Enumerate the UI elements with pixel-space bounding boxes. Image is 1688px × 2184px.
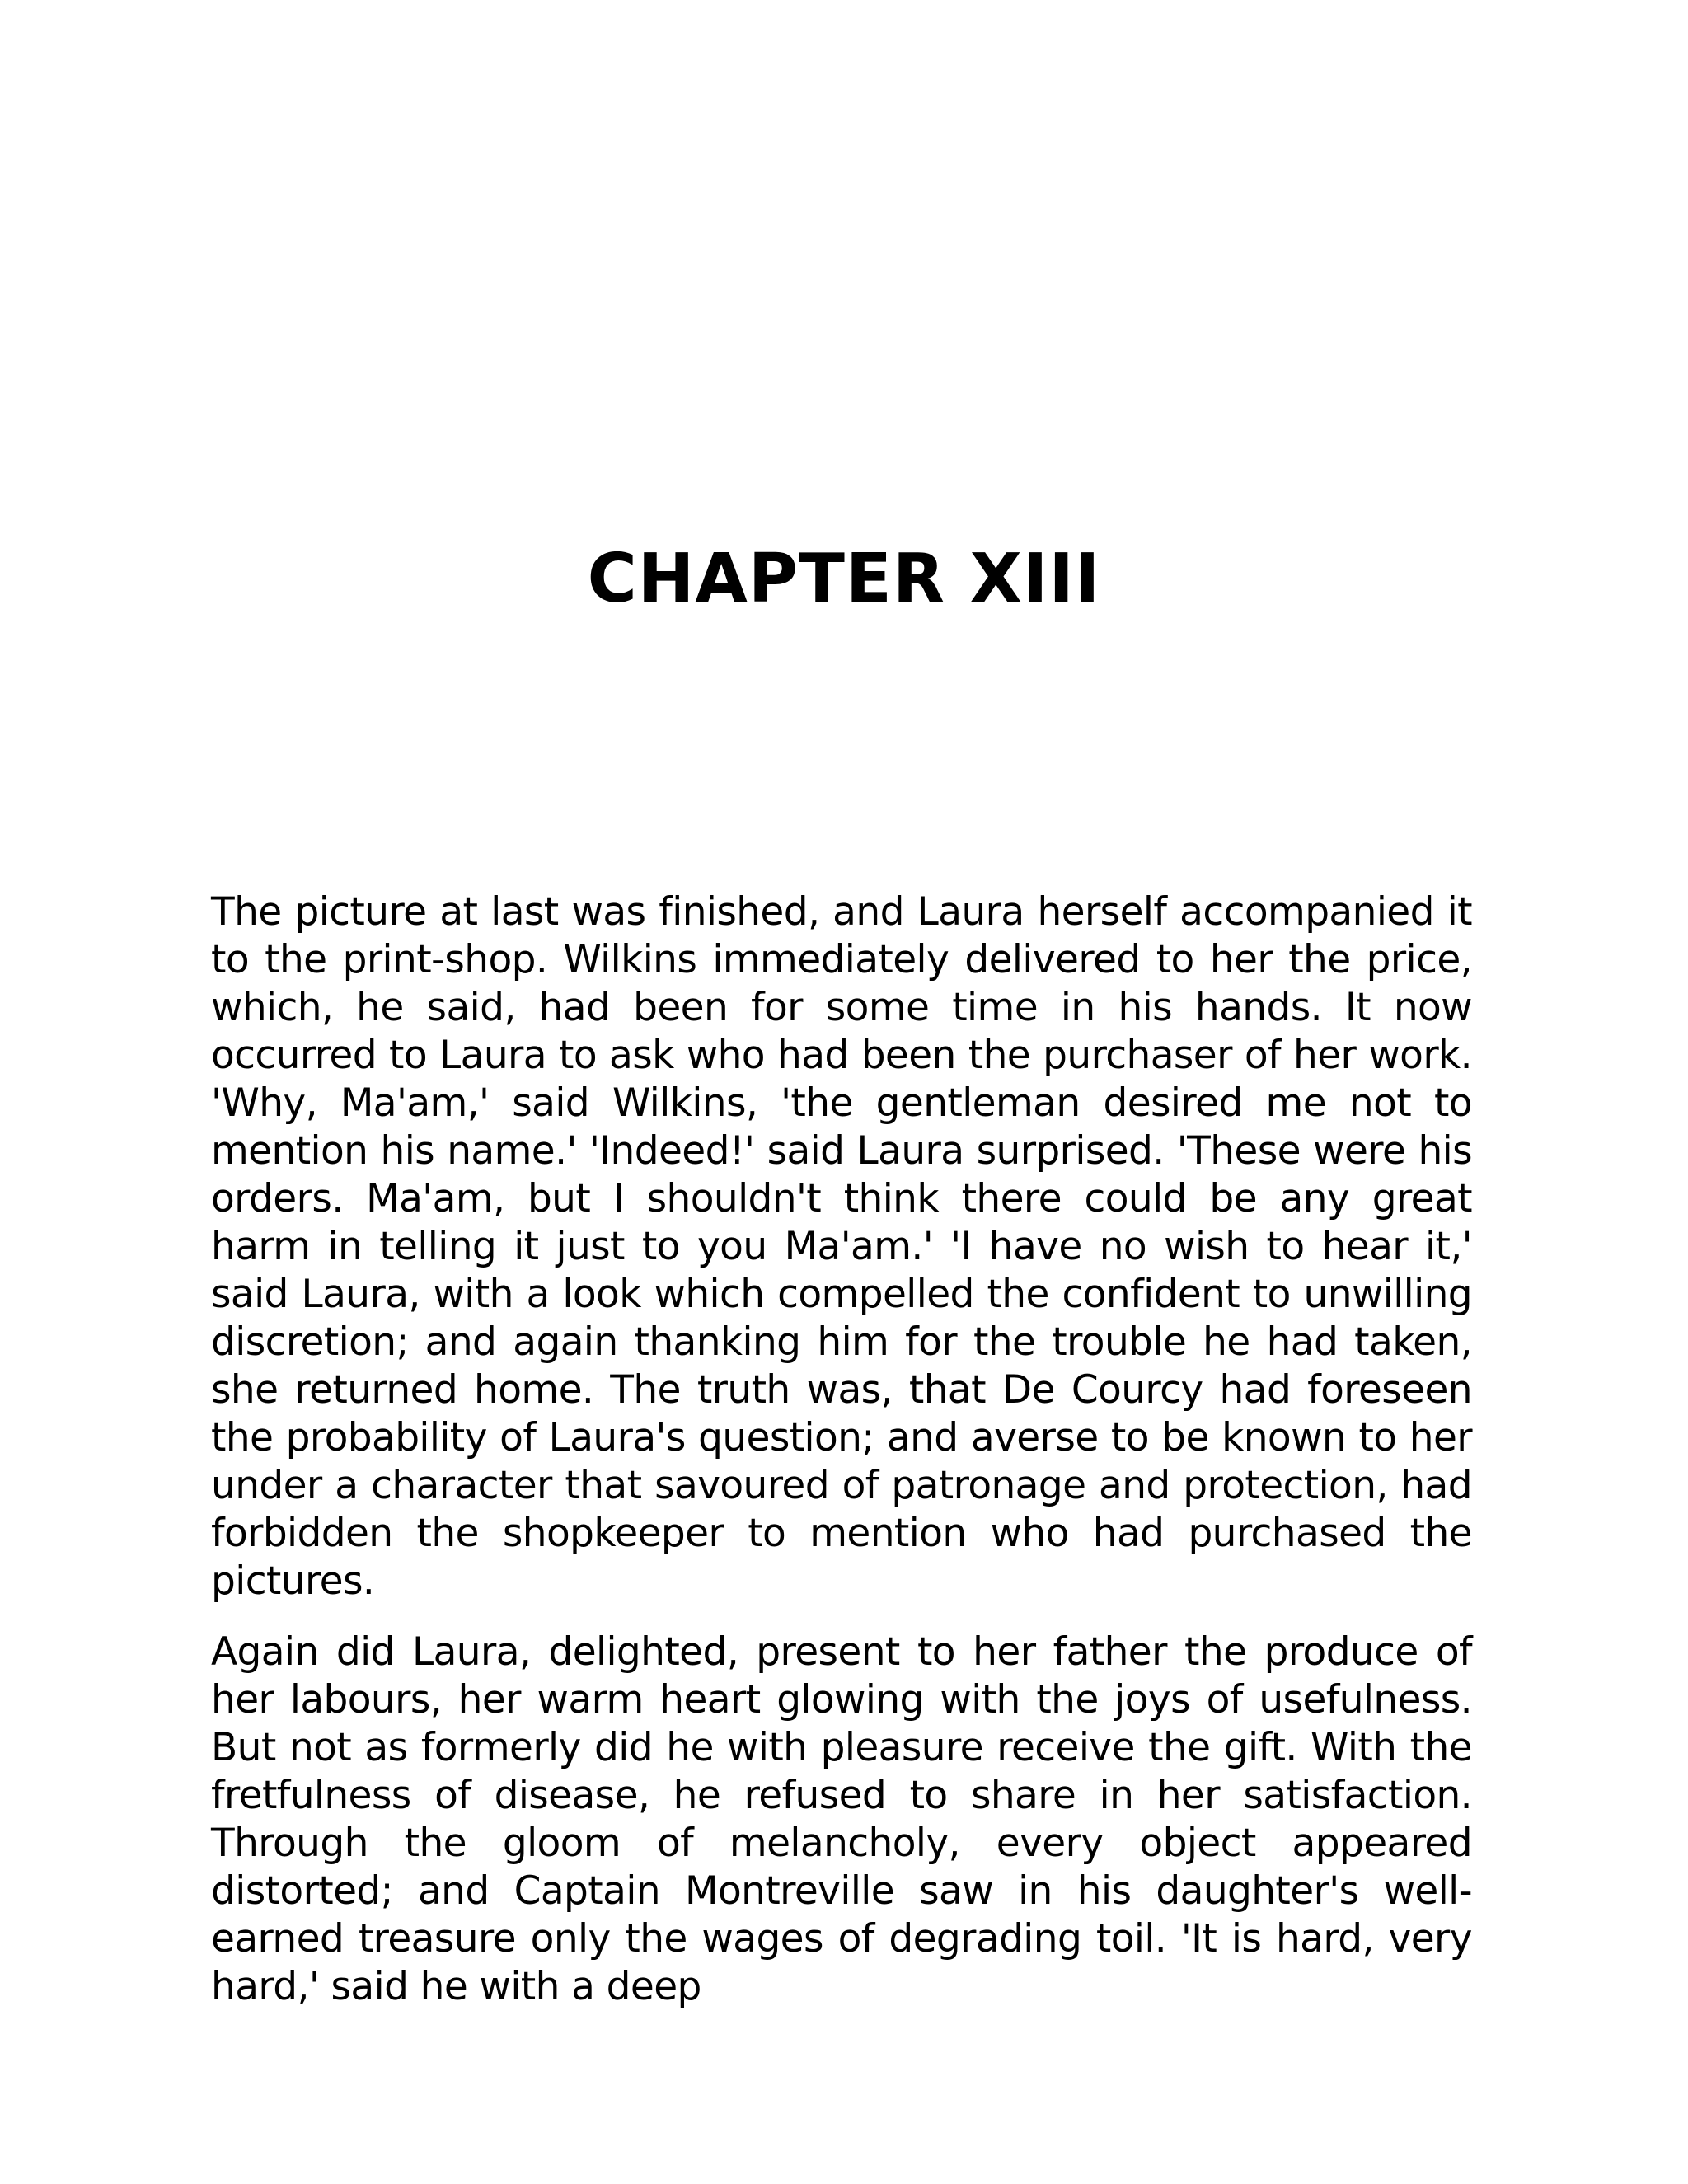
paragraph-2: Again did Laura, delighted, present to her father the produce of her labours, her warm heart glowing with the joys of usefulness. But not as formerly did he with pleasure receive the gift. With the fretfulness of disease, he refused to share in her satisfaction. Through the gloom of melancholy, every object appeared distorted; and Captain Montreville saw in his daughter's well-earned treasure only the wages of degrading toil. 'It is hard, very hard,' said he with a deep [211,1629,1472,2009]
paragraph-1: The picture at last was finished, and Laura herself accompanied it to the print-shop. Wilkins immediately delivered to her the price, which, he said, had been for some time in his hands. It now occurred to Laura to ask who had been the purchaser of her work. 'Why, Ma'am,' said Wilkins, 'the gentleman desired me not to mention his name.' 'Indeed!' said Laura surprised. 'These were his orders. Ma'am, but I shouldn't think there could be any great harm in telling it just to you Ma'am.' 'I have no wish to hear it,' said Laura, with a look which compelled the confident to unwilling discretion; and again thanking him for the trouble he had taken, she returned home. The truth was, that De Courcy had foreseen the probability of Laura's question; and averse to be known to her under a character that savoured of patronage and protection, had forbidden the shopkeeper to mention who had purchased the pictures. [211,889,1472,1604]
chapter-title: CHAPTER XIII [587,540,1101,618]
chapter-body [211,888,1472,2034]
